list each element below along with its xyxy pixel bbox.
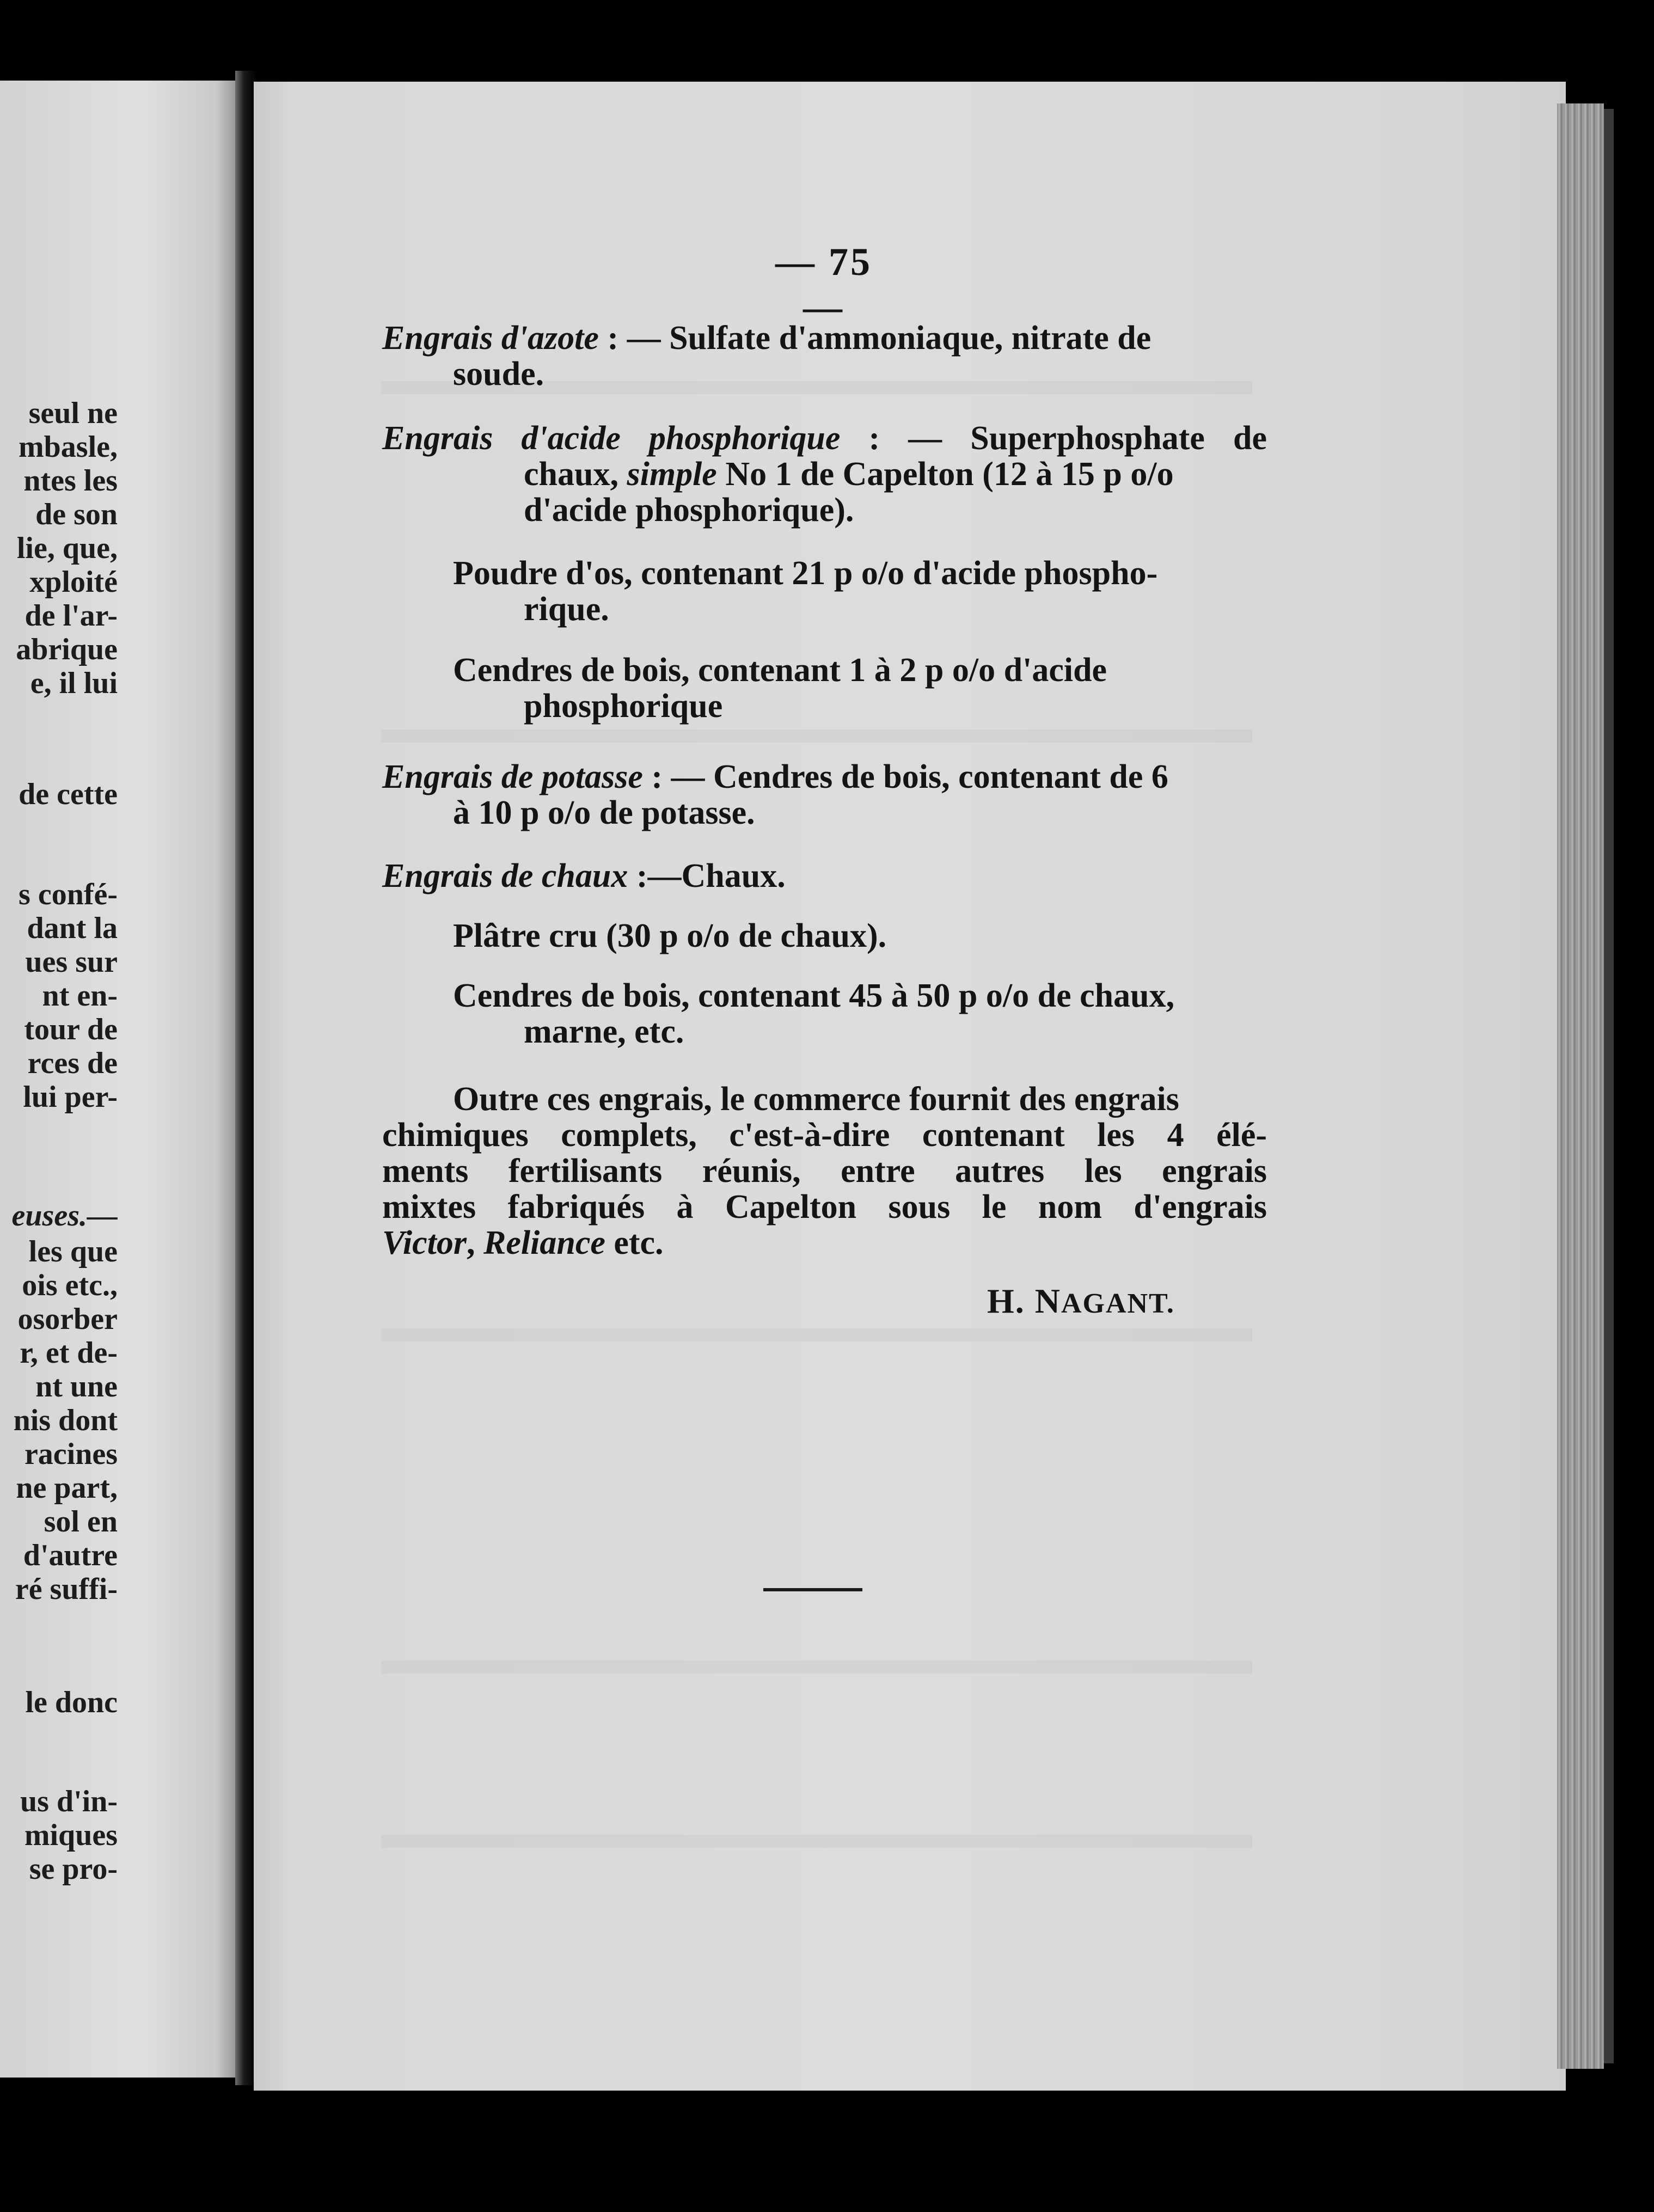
entry-separator: : — xyxy=(642,758,713,795)
bleed-through xyxy=(381,1328,1252,1341)
left-line: ne part, xyxy=(16,1471,118,1505)
entry-text: No 1 de Capelton (12 à 15 p o/o xyxy=(716,456,1174,493)
bleed-through xyxy=(381,730,1252,743)
entry-label: Engrais d'acide phosphorique xyxy=(382,420,841,457)
left-line: us d'in- xyxy=(20,1785,118,1818)
brand-name-reliance: Reliance xyxy=(483,1224,605,1261)
left-line: ntes les xyxy=(23,464,118,498)
sub-entry-cendres: Cendres de bois, contenant 1 à 2 p o/o d'acide xyxy=(453,652,1107,689)
left-line: osorber xyxy=(17,1302,118,1336)
brand-name-victor: Victor xyxy=(382,1224,467,1261)
closing-line-text: ments fertilisants réunis, entre autres les engrais xyxy=(382,1153,1267,1190)
entry-chaux xyxy=(382,858,786,894)
sub-entry-continued: rique. xyxy=(524,591,609,628)
left-line: nt en- xyxy=(42,979,118,1013)
left-line: de l'ar- xyxy=(24,599,118,633)
entry-text: Sulfate d'ammoniaque, nitrate de xyxy=(669,320,1151,357)
sub-entry-cendres-chaux: Cendres de bois, contenant 45 à 50 p o/o de chaux, xyxy=(453,977,1175,1014)
entry-label: Engrais de potasse xyxy=(382,758,643,795)
entry-line xyxy=(382,420,1267,456)
left-line: ues sur xyxy=(25,945,118,979)
sub-entry-continued: marne, etc. xyxy=(524,1013,684,1050)
left-line: r, et de- xyxy=(20,1336,118,1370)
sub-entry-continued: phosphorique xyxy=(524,688,723,725)
entry-azote xyxy=(382,320,1151,356)
left-line: e, il lui xyxy=(30,666,118,700)
entry-text: chaux, xyxy=(524,456,627,493)
entry-text: Superphosphate de xyxy=(970,420,1267,457)
left-line: d'autre xyxy=(23,1539,118,1572)
entry-separator: :— xyxy=(628,857,682,894)
bleed-through xyxy=(381,1835,1252,1848)
page-number: — 75 — xyxy=(775,240,872,329)
sub-entry-poudre-os: Poudre d'os, contenant 21 p o/o d'acide phospho- xyxy=(453,555,1158,592)
left-line: ois etc., xyxy=(22,1269,118,1302)
left-line: euses.— xyxy=(11,1199,118,1233)
left-line: seul ne xyxy=(28,396,118,430)
left-line: rces de xyxy=(27,1046,118,1080)
sub-entry-platre: Plâtre cru (30 p o/o de chaux). xyxy=(453,917,887,954)
left-line: les que xyxy=(28,1235,118,1269)
left-line: dant la xyxy=(27,911,118,945)
page-stack-edge xyxy=(1557,103,1604,2069)
left-line: ré suffi- xyxy=(15,1572,118,1606)
left-line: xploité xyxy=(29,565,118,599)
left-line: nis dont xyxy=(13,1404,118,1437)
entry-text-continued xyxy=(524,456,1174,492)
entry-potasse xyxy=(382,759,1168,795)
closing-line-text: chimiques complets, c'est-à-dire contenant les 4 élé- xyxy=(382,1117,1267,1154)
closing-comma: , xyxy=(467,1224,484,1261)
entry-label: Engrais d'azote xyxy=(382,320,599,357)
left-line: lie, que, xyxy=(16,531,118,565)
entry-phosphorique xyxy=(382,420,1267,456)
left-line: sol en xyxy=(44,1505,118,1539)
entry-separator: : — xyxy=(598,320,670,357)
entry-text-continued: d'acide phosphorique). xyxy=(524,492,854,529)
left-line: tour de xyxy=(24,1013,118,1046)
entry-text: Chaux. xyxy=(681,857,786,894)
left-facing-page xyxy=(0,81,235,2078)
page-edge-shadow xyxy=(1604,109,1614,2063)
left-line: racines xyxy=(24,1437,118,1471)
entry-text-continued: à 10 p o/o de potasse. xyxy=(453,794,755,831)
entry-separator: : — xyxy=(840,420,971,457)
closing-paragraph-line xyxy=(382,1225,664,1261)
closing-paragraph-line xyxy=(382,1153,1267,1189)
bleed-through xyxy=(381,1660,1252,1674)
left-line: de cette xyxy=(19,777,118,811)
closing-paragraph-line xyxy=(382,1117,1267,1153)
left-line: le donc xyxy=(25,1686,118,1719)
entry-text-continued: soude. xyxy=(453,356,544,393)
entry-label: Engrais de chaux xyxy=(382,857,628,894)
entry-emphasis: simple xyxy=(627,456,717,493)
entry-text: Cendres de bois, contenant de 6 xyxy=(713,758,1168,795)
closing-paragraph-line: Outre ces engrais, le commerce fournit des engrais xyxy=(453,1081,1179,1118)
author-signature xyxy=(987,1281,1175,1321)
left-line: mbasle, xyxy=(19,430,118,464)
section-end-rule xyxy=(763,1588,862,1591)
closing-line-text: mixtes fabriqués à Capelton sous le nom d'engrais xyxy=(382,1188,1267,1226)
signature-initial: H. N xyxy=(987,1282,1061,1320)
closing-paragraph-line xyxy=(382,1189,1267,1225)
left-line: s confé- xyxy=(19,878,118,911)
left-line: lui per- xyxy=(23,1080,118,1114)
left-line: abrique xyxy=(16,633,118,666)
closing-etc: etc. xyxy=(605,1224,664,1261)
left-line: miques xyxy=(24,1818,118,1852)
left-line: nt une xyxy=(35,1370,118,1404)
left-line: de son xyxy=(35,498,118,531)
left-line: se pro- xyxy=(29,1852,118,1886)
signature-rest: AGANT. xyxy=(1061,1288,1175,1319)
